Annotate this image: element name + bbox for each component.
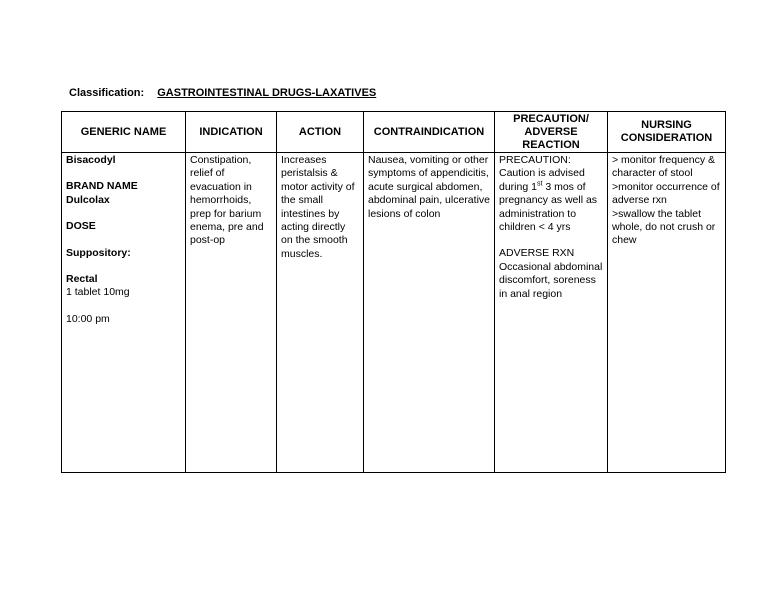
header-precaution-line-2: ADVERSE [524, 125, 578, 138]
dose-amount: 1 tablet 10mg [66, 286, 130, 299]
header-generic-name: GENERIC NAME [62, 112, 186, 153]
header-precaution-line-1: PRECAUTION/ [513, 112, 589, 125]
table-header-row [62, 112, 726, 153]
header-nursing-consideration [608, 112, 726, 153]
classification-value: GASTROINTESTINAL DRUGS-LAXATIVES [157, 87, 377, 99]
precaution-text-before: Caution is advised during 1 [499, 167, 585, 193]
header-precaution-line-3: REACTION [522, 138, 580, 151]
adverse-label: ADVERSE RXN [499, 247, 575, 260]
header-contraindication: CONTRAINDICATION [364, 112, 495, 153]
classification-label: Classification: [69, 87, 145, 99]
table-row [62, 153, 726, 473]
cell-precaution-adverse [495, 153, 608, 473]
header-nursing-line-1: NURSING [641, 119, 692, 131]
drug-table [61, 111, 726, 473]
dose-form: Suppository: [66, 246, 131, 259]
brand-name: Dulcolax [66, 193, 110, 206]
precaution-text [499, 167, 597, 233]
cell-generic-name [62, 153, 186, 473]
precaution-label: PRECAUTION: [499, 154, 571, 166]
brand-name-label: BRAND NAME [66, 180, 138, 193]
precaution-superscript: st [536, 180, 543, 188]
generic-name: Bisacodyl [66, 154, 116, 166]
cell-contraindication: Nausea, vomiting or other symptoms of appendicitis, acute surgical abdomen, abdominal pain, ulcerative lesions of colon [364, 153, 495, 473]
header-nursing-line-2: CONSIDERATION [620, 132, 713, 144]
precaution-text-after: 3 mos of pregnancy as well as administration to children < 4 yrs [499, 180, 598, 234]
cell-indication: Constipation, relief of evacuation in hemorrhoids, prep for barium enema, pre and post-op [186, 153, 277, 473]
nursing-item: > monitor frequency & character of stool [612, 154, 716, 180]
header-indication: INDICATION [186, 112, 277, 153]
cell-nursing-consideration [608, 153, 726, 473]
dose-route: Rectal [66, 273, 98, 286]
nursing-item: >monitor occurrence of adverse rxn [612, 180, 720, 207]
dose-time: 10:00 pm [66, 312, 110, 325]
adverse-text: Occasional abdominal discomfort, soreness in anal region [499, 260, 603, 300]
header-action: ACTION [277, 112, 364, 153]
cell-action: Increases peristalsis & motor activity of the small intestines by acting directly on the smooth muscles. [277, 153, 364, 473]
classification-line [69, 87, 376, 99]
dose-label: DOSE [66, 220, 96, 233]
nursing-item: >swallow the tablet whole, do not crush or chew [612, 207, 716, 247]
header-precaution-adverse [495, 112, 608, 153]
